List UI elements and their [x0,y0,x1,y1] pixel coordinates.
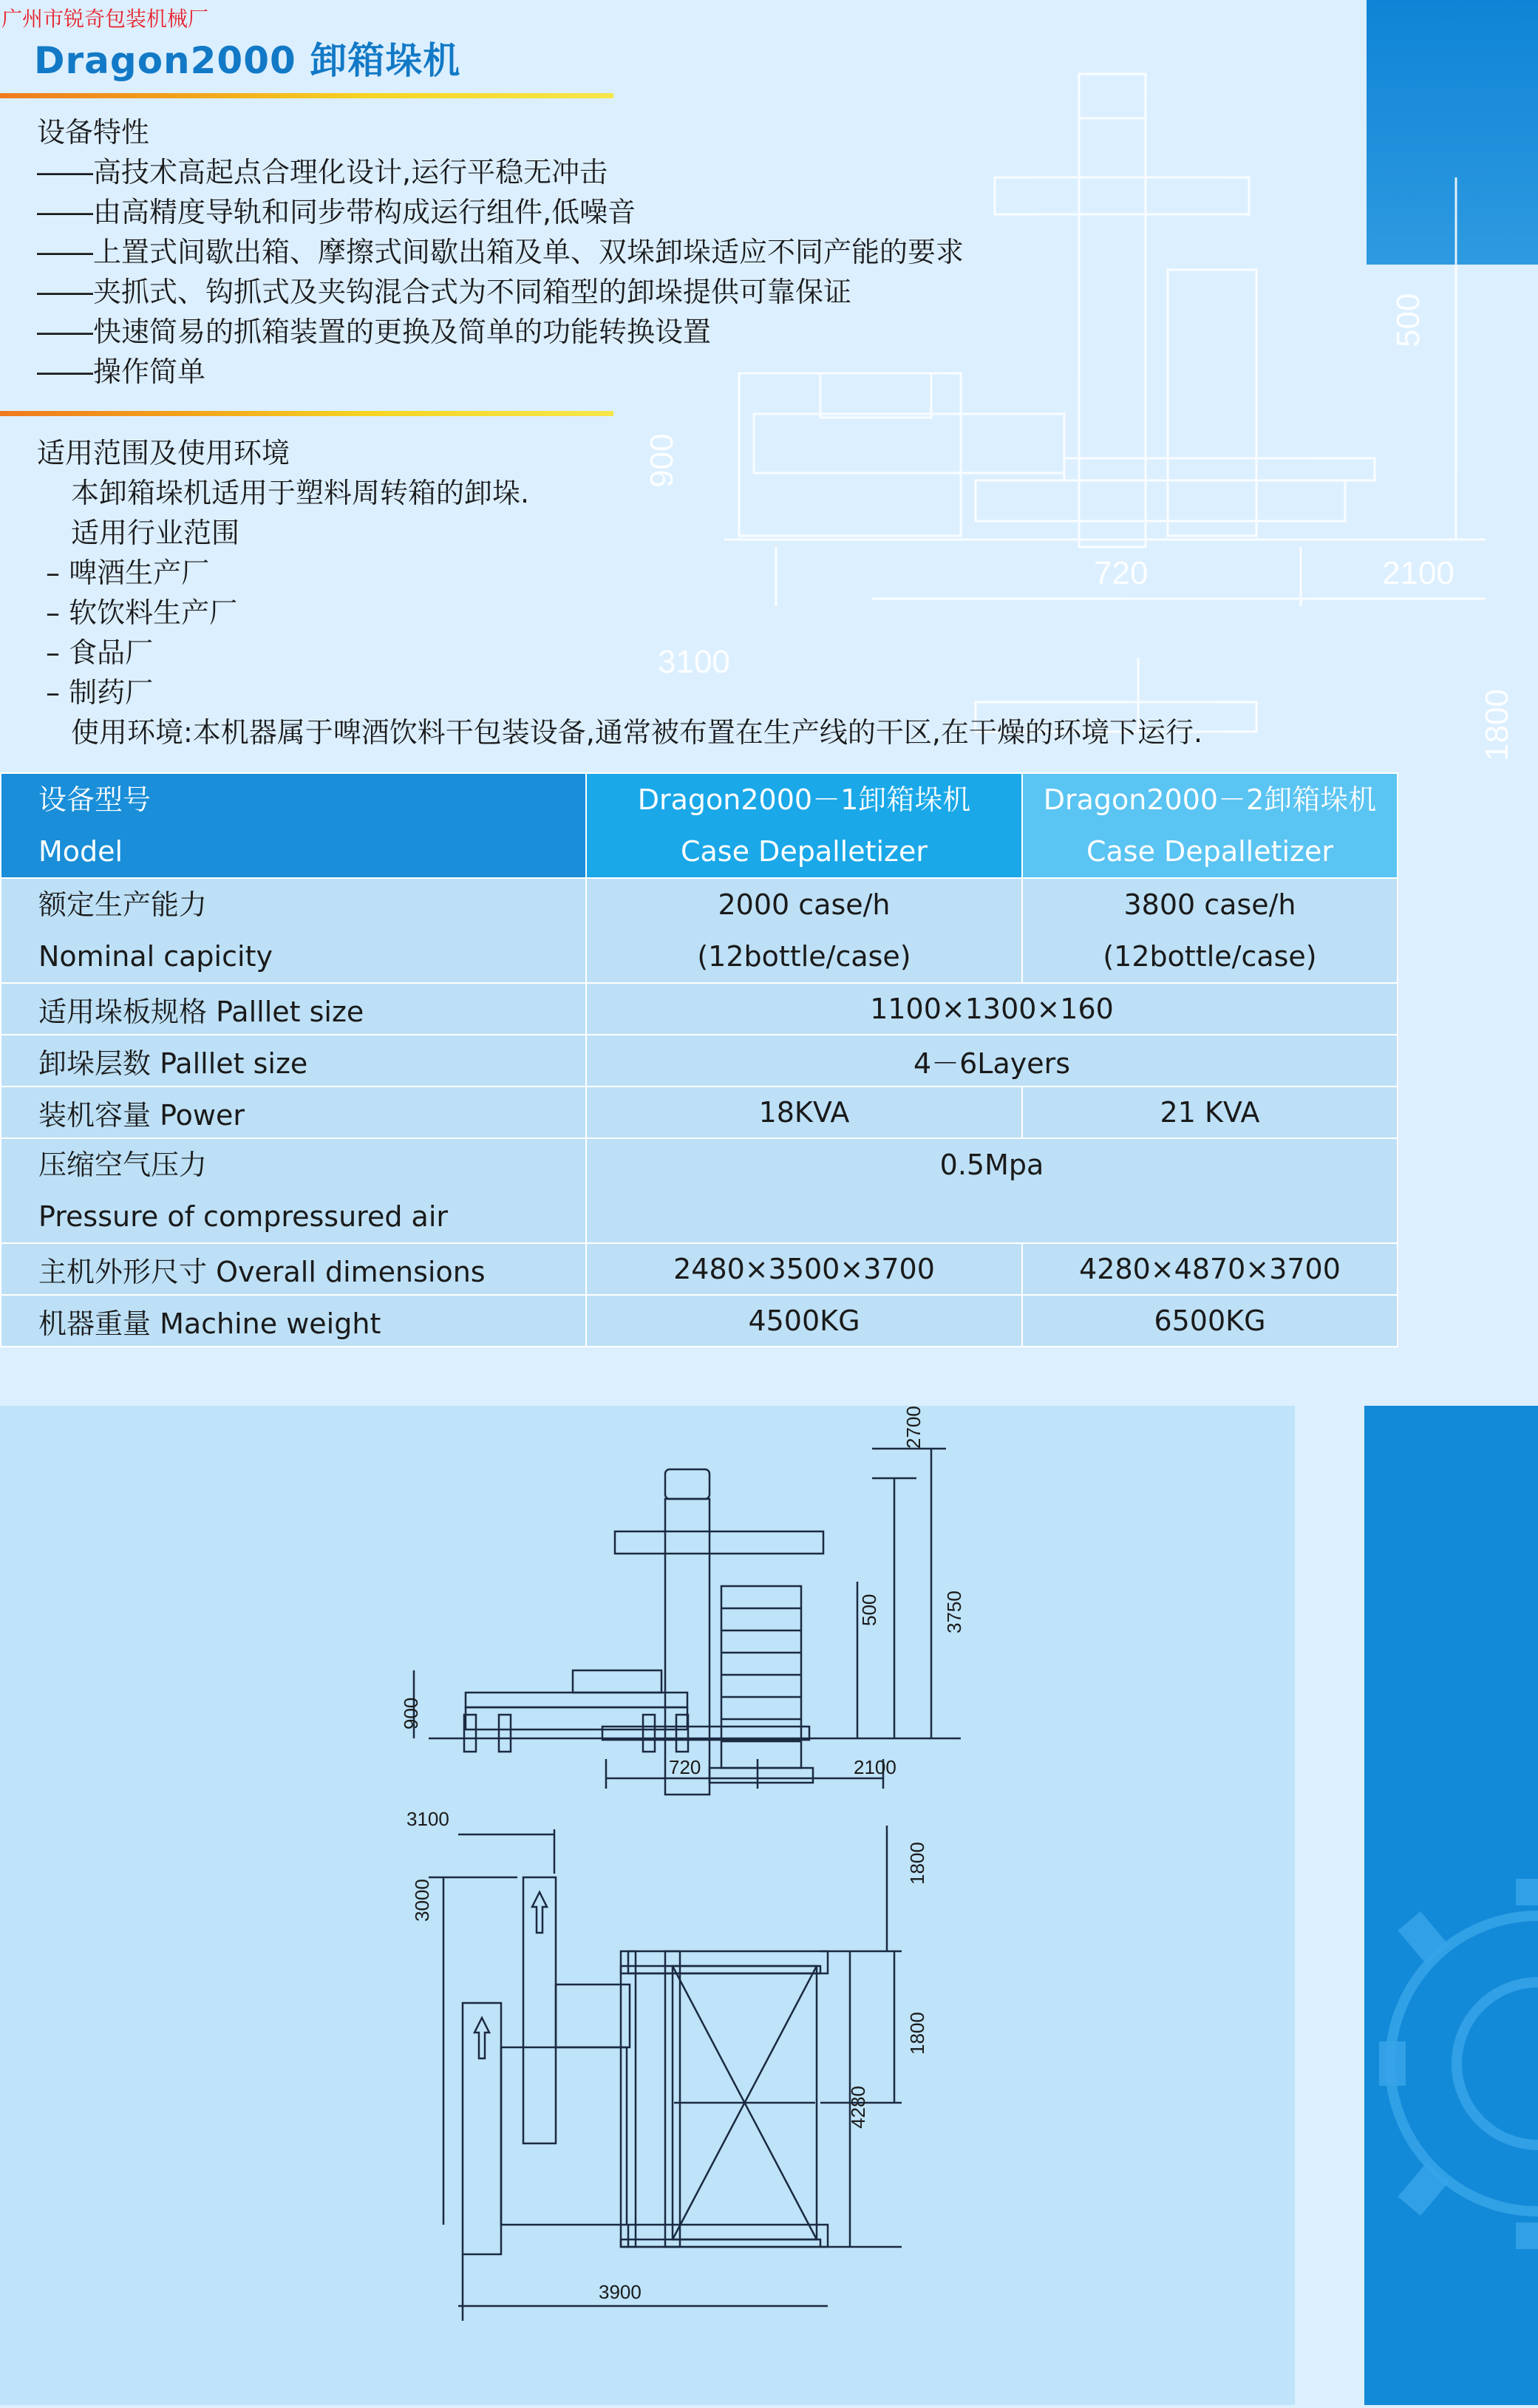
faint-dim-900: 900 [644,433,680,488]
features-heading: 设备特性 [37,116,150,149]
feature-item: ――高技术高起点合理化设计,运行平稳无冲击 [37,156,608,188]
spec-table [0,772,1398,1347]
industry-heading: 适用行业范围 [71,517,240,549]
header-m2-cn: Dragon2000－2卸箱垛机 [1043,783,1377,816]
table-row [1,1295,1398,1347]
layers-label: 卸垛层数 Palllet size [1,1035,586,1086]
section-divider [0,411,613,416]
industry-item: – 软饮料生产厂 [46,596,238,629]
capacity-label-en: Nominal capicity [38,940,273,973]
faint-dim-720: 720 [1094,555,1149,591]
industry-item: – 食品厂 [46,636,154,669]
feature-item: ――上置式间歇出箱、摩擦式间歇出箱及单、双垛卸垛适应不同产能的要求 [37,236,964,268]
dim-4280: 4280 [847,2086,869,2129]
dim-3750: 3750 [943,1591,965,1633]
capacity-m2-note: (12bottle/case) [1103,940,1317,973]
industry-item: – 啤酒生产厂 [46,557,210,589]
dim-2100: 2100 [854,1756,896,1778]
title-underline [0,93,613,98]
faint-dim-1800a: 1800 [1479,689,1515,761]
header-m1-en: Case Depalletizer [680,835,928,868]
weight-m1: 4500KG [586,1295,1022,1347]
capacity-m1-note: (12bottle/case) [697,940,911,973]
scope-heading: 适用范围及使用环境 [37,437,290,469]
header-model-2 [1022,773,1398,878]
dim-1800b: 1800 [906,2012,928,2055]
table-row [1,983,1398,1035]
dim-900: 900 [400,1697,422,1730]
table-row [1,878,1398,983]
scope-intro: 本卸箱垛机适用于塑料周转箱的卸垛. [71,477,530,509]
weight-m2: 6500KG [1022,1295,1398,1347]
power-m2: 21 KVA [1022,1086,1398,1138]
faint-dim-2100: 2100 [1382,555,1454,591]
power-label: 装机容量 Power [1,1086,586,1138]
air-value: 0.5Mpa [939,1149,1044,1181]
dim-720: 720 [669,1756,701,1778]
table-row [1,1243,1398,1295]
table-row [1,1035,1398,1086]
air-label-cn: 压缩空气压力 [38,1149,208,1181]
background-drawing [644,67,1537,761]
decorative-blue-bar-bottom [1364,1406,1538,2405]
header-label-en: Model [38,835,123,868]
feature-item: ――夹抓式、钩抓式及夹钩混合式为不同箱型的卸垛提供可靠保证 [37,276,852,308]
table-row [1,1138,1398,1243]
dim-1800a: 1800 [906,1842,928,1885]
environment-text: 使用环境:本机器属于啤酒饮料干包装设备,通常被布置在生产线的干区,在干燥的环境下运行. [71,716,1203,749]
header-m2-en: Case Depalletizer [1086,835,1334,868]
table-header-row [1,773,1398,878]
layers-value: 4－6Layers [586,1035,1398,1086]
pallet-label: 适用垛板规格 Palllet size [1,983,586,1035]
air-label-en: Pressure of compressured air [38,1200,449,1233]
side-elevation-drawing [384,1404,1049,1789]
dim-3900: 3900 [599,2281,642,2303]
header-label-cn: 设备型号 [38,783,152,816]
company-watermark: 广州市锐奇包装机械厂 [1,7,209,31]
dim-3000: 3000 [411,1879,433,1922]
weight-label: 机器重量 Machine weight [1,1295,586,1347]
plan-view-drawing [384,1803,976,2336]
capacity-m1: 2000 case/h [718,888,891,921]
feature-item: ――操作简单 [37,356,206,388]
dim-500: 500 [858,1594,880,1626]
dim-3100: 3100 [406,1808,449,1830]
page-title: Dragon2000 卸箱垛机 [34,39,461,82]
gear-icon [1364,1406,1538,2405]
dims-m1: 2480×3500×3700 [586,1243,1022,1295]
power-m1: 18KVA [586,1086,1022,1138]
dims-m2: 4280×4870×3700 [1022,1243,1398,1295]
faint-dim-500: 500 [1390,293,1426,347]
header-m1-cn: Dragon2000－1卸箱垛机 [637,783,971,816]
feature-item: ――由高精度导轨和同步带构成运行组件,低噪音 [37,196,636,228]
header-model-label [1,773,586,878]
table-row [1,1086,1398,1138]
capacity-label-cn: 额定生产能力 [38,888,208,921]
header-model-1 [586,773,1022,878]
capacity-m2: 3800 case/h [1123,888,1296,921]
faint-dim-3100: 3100 [658,644,730,680]
feature-item: ――快速简易的抓箱装置的更换及简单的功能转换设置 [37,316,712,348]
industry-item: – 制药厂 [46,676,154,709]
dim-2700: 2700 [902,1406,925,1449]
pallet-value: 1100×1300×160 [586,983,1398,1035]
dims-label: 主机外形尺寸 Overall dimensions [1,1243,586,1295]
